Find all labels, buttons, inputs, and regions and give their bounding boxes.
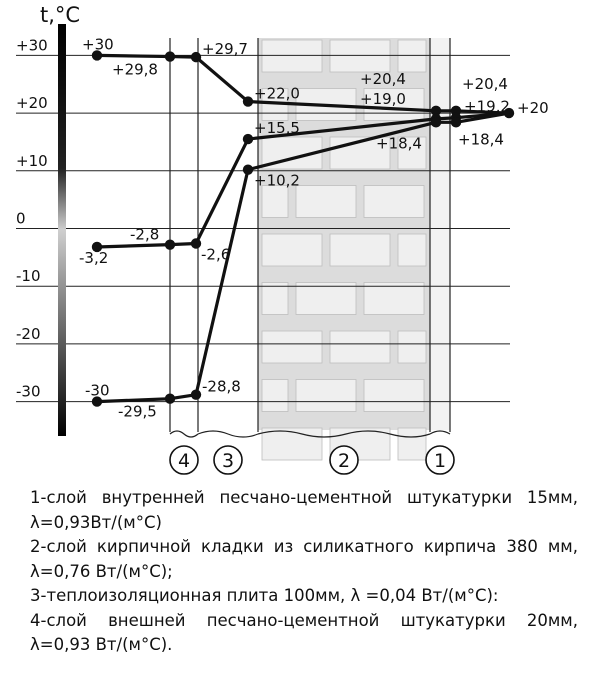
data-point — [165, 239, 175, 249]
y-tick-label: -10 — [16, 267, 41, 286]
data-point — [243, 164, 253, 174]
data-label: +20,4 — [462, 74, 508, 93]
brick — [296, 283, 356, 315]
brick — [330, 40, 390, 72]
brick — [296, 186, 356, 218]
brick — [262, 380, 288, 412]
data-point — [451, 117, 461, 127]
layer-marker-label: 2 — [337, 450, 351, 472]
brick — [364, 283, 424, 315]
data-point — [191, 52, 201, 62]
data-label: +19,2 — [464, 97, 510, 116]
data-point — [431, 117, 441, 127]
break-line-bottom-inner — [430, 431, 450, 434]
data-label: -28,8 — [202, 377, 241, 396]
data-point — [191, 389, 201, 399]
data-point — [165, 51, 175, 61]
data-label: -2,6 — [201, 245, 231, 264]
break-line-bottom-outer — [170, 431, 198, 437]
data-label: +19,0 — [360, 89, 406, 108]
data-label: +15,5 — [254, 119, 300, 138]
data-label: +29,7 — [202, 40, 248, 59]
y-tick-label: +30 — [16, 36, 48, 55]
brick — [262, 283, 288, 315]
y-tick-label: -20 — [16, 324, 41, 343]
data-label: +22,0 — [254, 84, 300, 103]
data-label: -30 — [85, 381, 110, 400]
brick — [330, 331, 390, 363]
brick — [398, 40, 426, 72]
legend-item-1: 1-слой внутренней песчано-цементной штукатурки 15мм, λ=0,93Вт/(м°С) — [30, 488, 578, 532]
brick — [364, 380, 424, 412]
data-label: +10,2 — [254, 171, 300, 190]
data-point — [243, 134, 253, 144]
y-axis-label: t,°C — [40, 3, 81, 27]
data-label: -2,8 — [130, 225, 160, 244]
brick — [398, 234, 426, 266]
legend-item-4: 4-слой внешней песчано-цементной штукатурки 20мм, λ=0,93 Вт/(м°С). — [30, 610, 578, 654]
brick — [262, 234, 322, 266]
brick — [262, 40, 322, 72]
data-label: -3,2 — [79, 248, 109, 267]
data-label: +18,4 — [458, 130, 504, 149]
y-tick-label: -30 — [16, 382, 41, 401]
y-tick-label: +20 — [16, 94, 48, 113]
brick — [398, 428, 426, 460]
data-point — [165, 394, 175, 404]
data-label: +20 — [517, 99, 549, 118]
brick — [364, 186, 424, 218]
inner-plaster-layer — [430, 38, 450, 430]
layer-legend — [30, 486, 578, 658]
brick — [262, 331, 322, 363]
legend-item-3: 3-теплоизоляционная плита 100мм, λ =0,04 Вт/(м°С): — [30, 586, 499, 605]
break-line-bottom-insulation — [198, 431, 258, 437]
data-label: +20,4 — [360, 69, 406, 88]
brick — [262, 428, 322, 460]
data-point — [243, 96, 253, 106]
data-point — [191, 238, 201, 248]
data-label: +18,4 — [376, 134, 422, 153]
temperature-axis-bar — [58, 24, 66, 436]
y-tick-label: +10 — [16, 151, 48, 170]
brick — [398, 331, 426, 363]
legend-item-2: 2-слой кирпичной кладки из силикатного кирпича 380 мм, λ=0,76 Вт/(м°С); — [30, 537, 578, 581]
y-tick-label: 0 — [16, 209, 26, 228]
brick — [296, 380, 356, 412]
y-axis-ticks — [16, 36, 48, 400]
layer-marker-label: 3 — [221, 450, 235, 472]
outer-plaster-layer — [170, 38, 198, 430]
layer-marker-label: 1 — [433, 450, 447, 472]
data-label: +30 — [82, 35, 114, 54]
data-label: +29,8 — [112, 60, 158, 79]
layer-marker-label: 4 — [177, 450, 191, 472]
data-label: -29,5 — [118, 402, 157, 421]
brick — [262, 186, 288, 218]
brick — [330, 234, 390, 266]
